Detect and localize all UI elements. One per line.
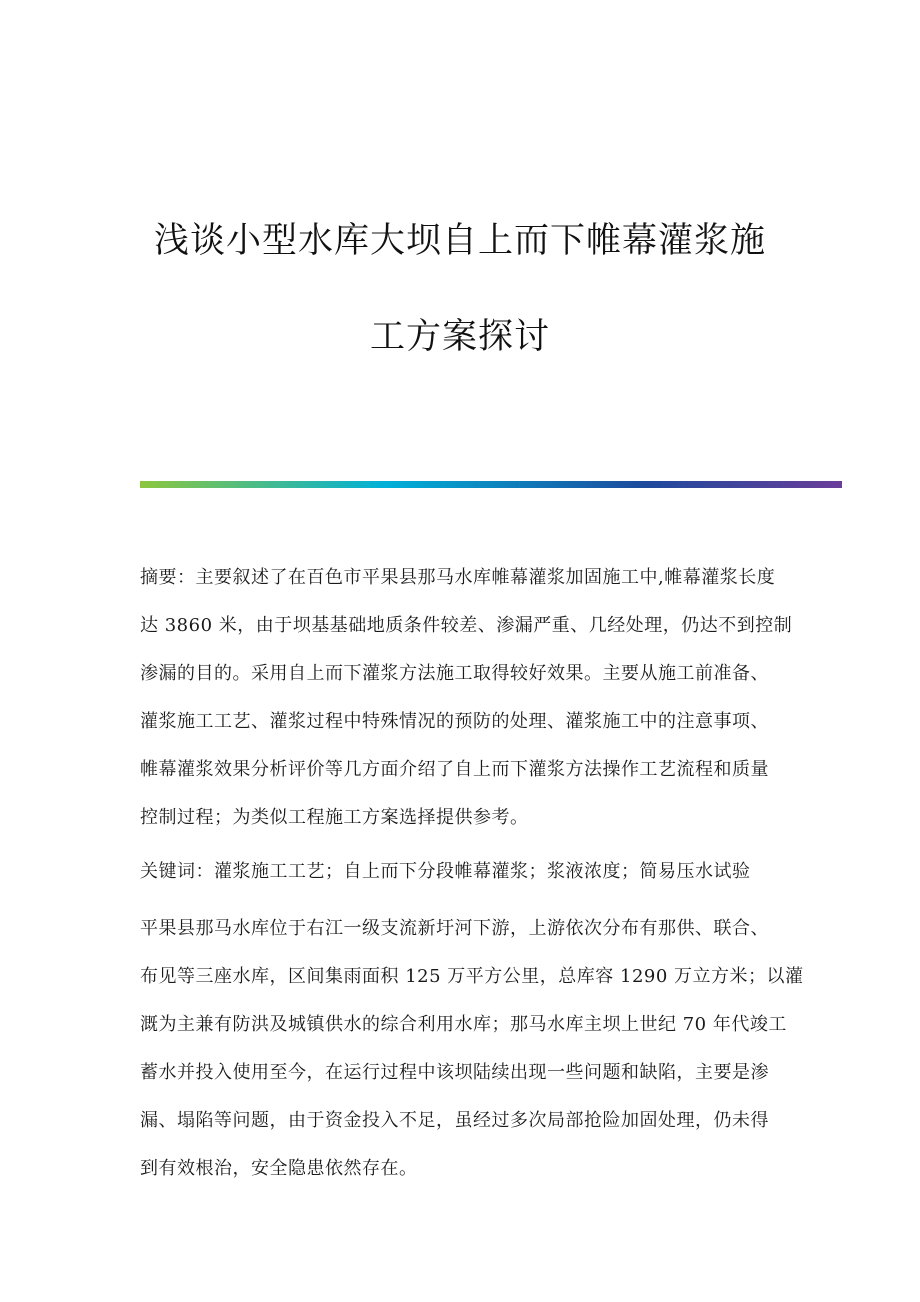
abstract-line: 帷幕灌浆效果分析评价等几方面介绍了自上而下灌浆方法操作工艺流程和质量 [140, 759, 769, 780]
abstract-line: 渗漏的目的。采用自上而下灌浆方法施工取得较好效果。主要从施工前准备、 [140, 663, 769, 684]
body-paragraph [140, 917, 804, 1205]
body-line: 到有效根治，安全隐患依然存在。 [140, 1158, 418, 1179]
keywords-paragraph [140, 860, 790, 908]
document-title-line-1: 浅谈小型水库大坝自上而下帷幕灌浆施 [153, 221, 766, 261]
title-divider [140, 481, 842, 488]
abstract-line: 摘要：主要叙述了在百色市平果县那马水库帷幕灌浆加固施工中,帷幕灌浆长度 [140, 567, 776, 588]
abstract-line: 控制过程；为类似工程施工方案选择提供参考。 [140, 807, 529, 828]
body-line: 布见等三座水库，区间集雨面积 125 万平方公里，总库容 1290 万立方米；以灌 [140, 966, 804, 987]
body-line: 平果县那马水库位于右江一级支流新圩河下游，上游依次分布有那供、联合、 [140, 918, 769, 939]
body-line: 漏、塌陷等问题，由于资金投入不足，虽经过多次局部抢险加固处理，仍未得 [140, 1110, 769, 1131]
abstract-line: 灌浆施工工艺、灌浆过程中特殊情况的预防的处理、灌浆施工中的注意事项、 [140, 711, 769, 732]
abstract-line: 达 3860 米，由于坝基基础地质条件较差、渗漏严重、几经处理，仍达不到控制 [140, 615, 793, 636]
keywords-line: 关键词：灌浆施工工艺；自上而下分段帷幕灌浆；浆液浓度；简易压水试验 [140, 861, 751, 882]
body-line: 溉为主兼有防洪及城镇供水的综合利用水库；那马水库主坝上世纪 70 年代竣工 [140, 1014, 787, 1035]
document-title-line-2: 工方案探讨 [369, 317, 550, 357]
body-line: 蓄水并投入使用至今，在运行过程中该坝陆续出现一些问题和缺陷，主要是渗 [140, 1062, 769, 1083]
abstract-paragraph [140, 566, 793, 854]
